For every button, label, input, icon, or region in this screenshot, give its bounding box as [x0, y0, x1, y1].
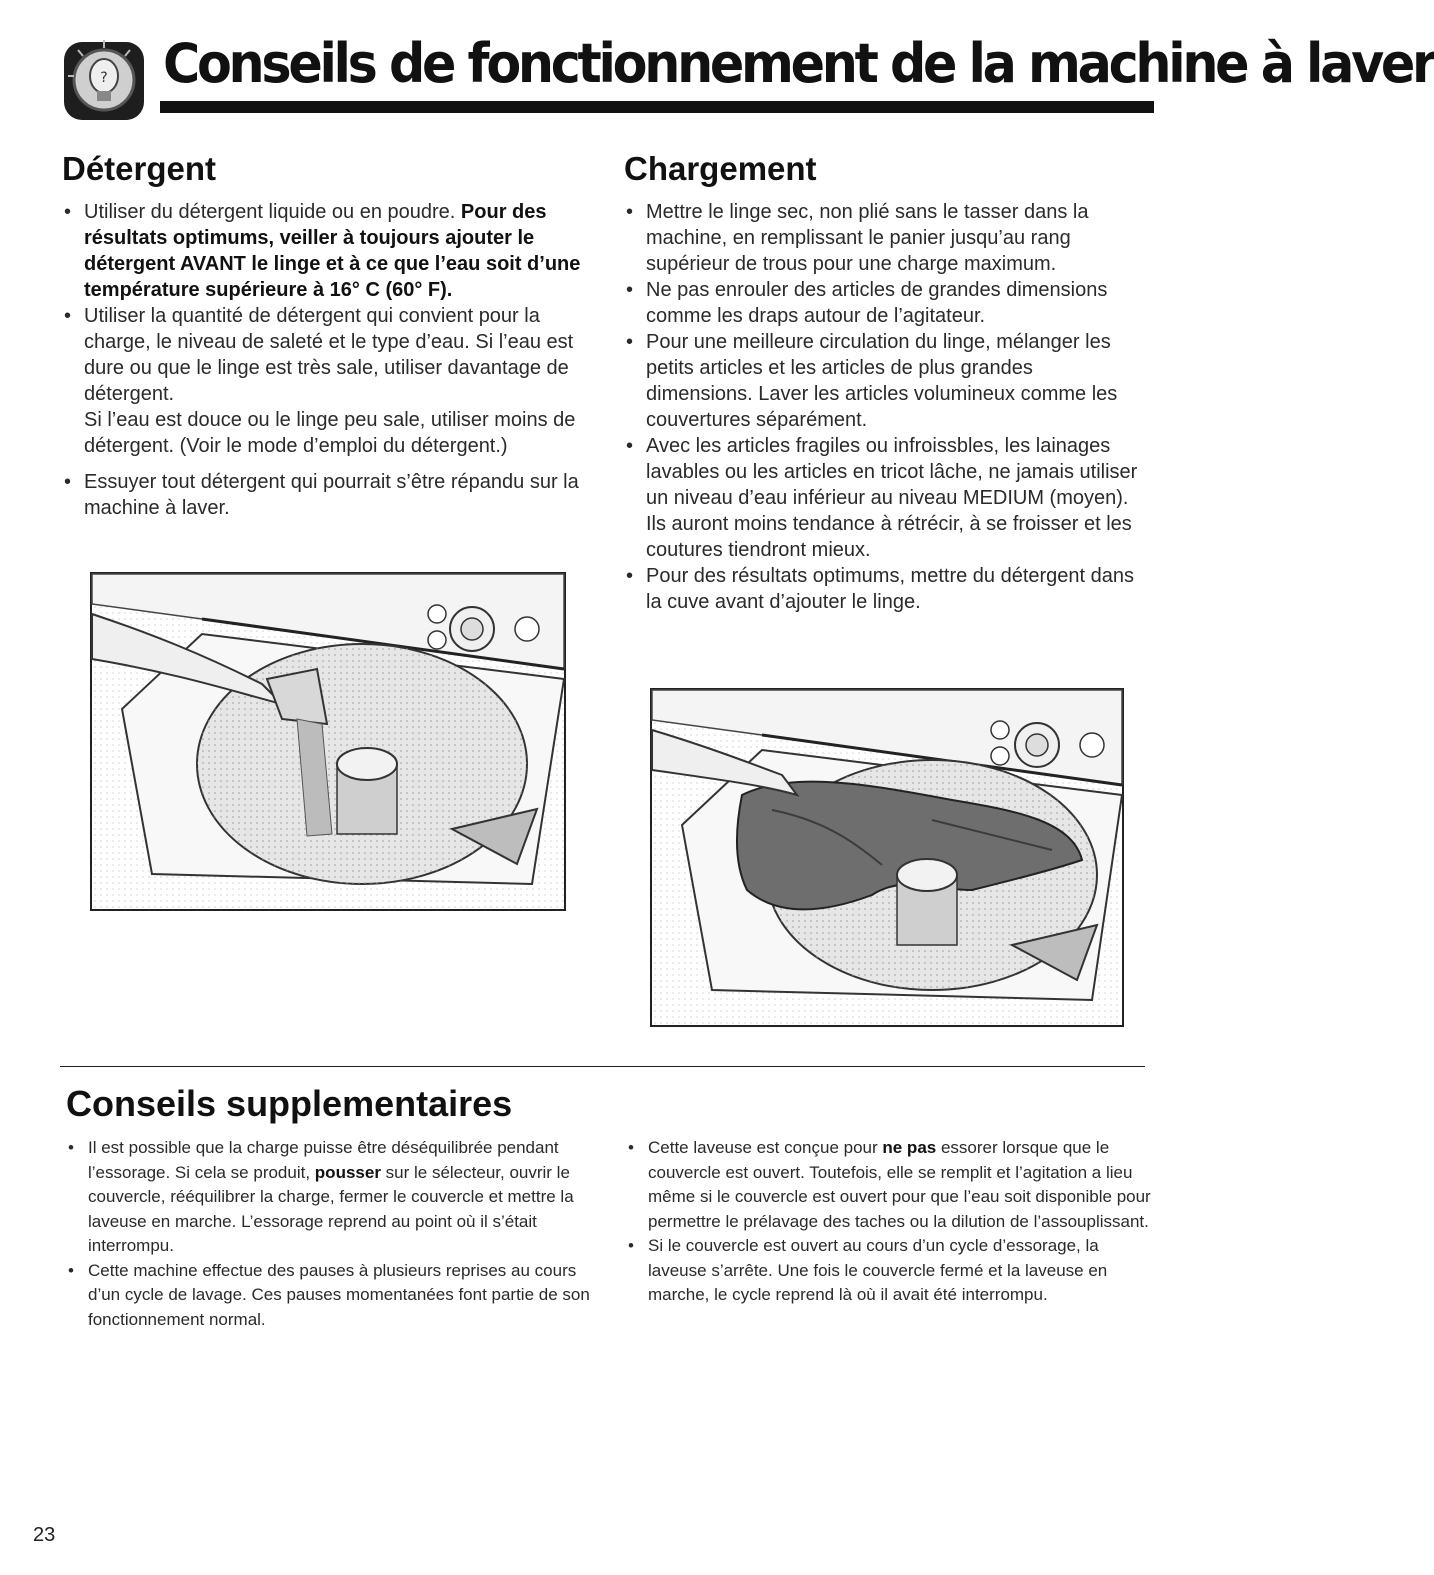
loading-heading: Chargement	[624, 150, 817, 187]
detergent-b1-text: Utiliser du détergent liquide ou en poudre.	[84, 201, 461, 223]
tip-l2-text: Cette machine effectue des pauses à plusieurs reprises au cours d’un cycle de lavage. Ces pauses momentanées font partie de son fonctionnement normal.	[88, 1260, 590, 1329]
svg-text:?: ?	[100, 70, 108, 86]
tip-l1-bold: pousser	[314, 1162, 381, 1182]
list-item	[62, 303, 582, 407]
loading-b1-text: Mettre le linge sec, non plié sans le tasser dans la machine, en remplissant le panier jusqu’au rang supérieur de trous pour une charge maximum.	[646, 201, 1089, 275]
detergent-section	[62, 149, 582, 521]
tip-r1-bold: ne pas	[882, 1138, 937, 1157]
loading-b4-text: Avec les articles fragiles ou infroissbles, les lainages lavables ou les articles en tricot lâche, ne jamais utiliser un niveau d’eau inférieur au niveau MEDIUM (moyen). Ils auront moins tendance à rétrécir, à se froisser et les coutures tiendront mieux.	[646, 435, 1138, 561]
detergent-b3-text: Essuyer tout détergent qui pourrait s’être répandu sur la machine à laver.	[84, 471, 579, 519]
loading-list	[624, 199, 1144, 615]
list-item	[66, 1259, 596, 1333]
list-item	[624, 199, 1144, 277]
extra-tips-right-list	[626, 1136, 1151, 1308]
loading-section	[624, 149, 1144, 615]
tip-r1-text-b: essorer lorsque que le couvercle est ouvert. Toutefois, elle se remplit et l’agitation a lieu même si le couvercle est ouvert pour que l’eau soit disponible pour permettre le prélavage des taches ou la dilution de l’assouplissant.	[648, 1138, 1151, 1231]
tip-l1-text-b: sur le sélecteur, ouvrir le couvercle, rééquilibrer la charge, fermer le couvercle et mettre la laveuse en marche. L’essorage reprend au point où il s’était interrompu.	[88, 1162, 574, 1255]
tip-r2-text: Si le couvercle est ouvert au cours d’un cycle d’essorage, la laveuse s’arrête. Une fois le couvercle fermé et la laveuse en marche, le cycle reprend là où il avait été interrompu.	[648, 1236, 1108, 1304]
detergent-b2-continuation: Si l’eau est douce ou le linge peu sale, utiliser moins de détergent. (Voir le mode d’emploi du détergent.)	[84, 409, 576, 457]
page-title: Conseils de fonctionnement de la machine à laver	[163, 32, 1434, 95]
detergent-list-2	[62, 469, 582, 521]
detergent-b2-text: Utiliser la quantité de détergent qui convient pour la charge, le niveau de saleté et le type d’eau. Si l’eau est dure ou que le linge est très sale, utiliser davantage de détergent.	[84, 305, 574, 405]
tip-l1-text-a: Il est possible que la charge puisse être déséquilibrée pendant l’essorage. Si cela se produit,	[88, 1138, 559, 1182]
extra-tips-left-list	[66, 1136, 596, 1332]
list-item	[626, 1136, 1151, 1234]
page-number: 23	[33, 1524, 56, 1546]
detergent-heading: Détergent	[62, 150, 217, 187]
list-item	[624, 563, 1144, 615]
detergent-list	[62, 199, 582, 407]
list-item	[62, 199, 582, 303]
tips-lightbulb-icon	[60, 36, 150, 126]
loading-b5-text: Pour des résultats optimums, mettre du détergent dans la cuve avant d’ajouter le linge.	[646, 565, 1135, 613]
loading-b3-text: Pour une meilleure circulation du linge, mélanger les petits articles et les articles de plus grandes dimensions. Laver les articles volumineux comme les couvertures séparément.	[646, 331, 1118, 431]
detergent-b1-bold: Pour des résultats optimums, veiller à toujours ajouter le détergent AVANT le linge et à ce que l’eau soit d’une température supérieure à 16° C (60° F).	[84, 201, 581, 301]
section-separator	[60, 1066, 1145, 1067]
title-rule	[160, 101, 1154, 113]
list-item	[62, 469, 582, 521]
load-laundry-illustration	[650, 688, 1124, 1027]
list-item	[66, 1136, 596, 1259]
list-item	[624, 329, 1144, 433]
extra-tips-heading: Conseils supplementaires	[66, 1083, 513, 1124]
tip-r1-text-a: Cette laveuse est conçue pour	[648, 1138, 883, 1157]
list-item	[626, 1234, 1151, 1308]
pour-detergent-illustration	[90, 572, 566, 911]
list-item	[624, 277, 1144, 329]
loading-b2-text: Ne pas enrouler des articles de grandes dimensions comme les draps autour de l’agitateur.	[646, 279, 1108, 327]
list-item	[624, 433, 1144, 563]
